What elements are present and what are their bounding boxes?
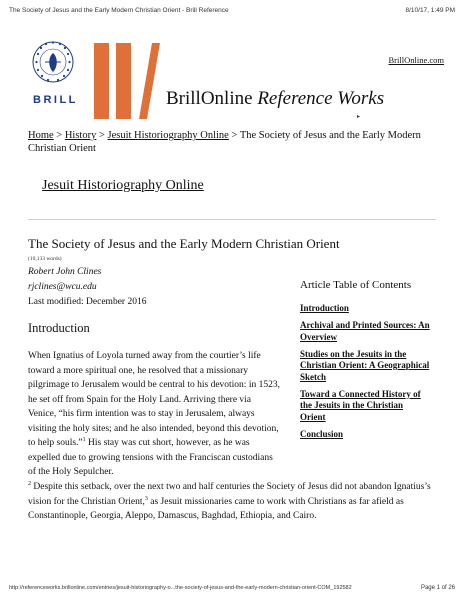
article-title: The Society of Jesus and the Early Modern Christian Orient [28, 236, 340, 251]
toc-item [300, 429, 430, 441]
breadcrumb-history[interactable]: History [64, 130, 97, 141]
breadcrumb-separator: > [56, 130, 63, 141]
footnote-ref-3[interactable]: 3 [144, 495, 148, 502]
paragraph-text: When Ignatius of Loyola turned away from the courtier’s life toward a more spiritual one, he resolved that a missionary pilgrimage to Jerusalem would be central to his devotion: in 1523, he set off from Spain for the Holy Land. Arriving there via Venice, “his firm intention was to stay in Jerusalem, always visiting the holy sites; and he also intended, beyond this devotion, to help souls.” [28, 351, 280, 448]
toc-item [300, 349, 430, 384]
brillonline-bars-logo[interactable] [94, 43, 160, 119]
print-url: http://referenceworks.brillonline.com/entries/jesuit-historiography-o...the-society-of-jesus-and-the-early-modern-christian-orient-COM_192582 [9, 585, 352, 591]
toc-link-studies[interactable]: Studies on the Jesuits in the Christian Orient: A Geographical Sketch [300, 348, 430, 382]
toc-item [300, 389, 430, 424]
print-page-number: Page 1 of 26 [420, 585, 455, 591]
paragraph-text: as Jesuit missionaries came to work with Christians as far afield as Constantinople, Georgia, Aleppo, Damascus, Baghdad, Ethiopia, and Cairo. [28, 496, 404, 521]
author-name: Robert John Clines [28, 267, 102, 277]
breadcrumb-separator: > [231, 130, 238, 141]
toc-link-introduction[interactable]: Introduction [300, 303, 349, 313]
breadcrumb [28, 129, 438, 155]
paragraph-text: Despite this setback, over the next two and half centuries the Society of Jesus did not abandon Ignatius’s vision for the Christian Orient, [28, 482, 431, 507]
breadcrumb-current: The Society of Jesus and the Early Modern Christian Orient [28, 130, 421, 154]
footnote-ref-1[interactable]: 1 [82, 436, 86, 443]
brand-title[interactable] [166, 88, 384, 110]
toc-item [300, 320, 430, 343]
section-link[interactable]: Jesuit Historiography Online [42, 178, 204, 193]
footnote-ref-2[interactable]: 2 [28, 480, 31, 487]
toc-link-sources[interactable]: Archival and Printed Sources: An Overview [300, 320, 430, 342]
breadcrumb-home[interactable]: Home [28, 130, 54, 141]
toc-list [300, 303, 430, 446]
body-paragraph-2 [28, 480, 438, 524]
brill-seal-logo[interactable] [32, 39, 74, 85]
breadcrumb-collection[interactable]: Jesuit Historiography Online [107, 130, 229, 141]
author-email: rjclines@wcu.edu [28, 282, 97, 292]
print-page-title: The Society of Jesus and the Early Modern Christian Orient - Brill Reference [9, 7, 229, 14]
brand-italic: Reference Works [257, 88, 385, 109]
divider [28, 219, 436, 220]
toc-link-connected-history[interactable]: Toward a Connected History of the Jesuits in the Christian Orient [300, 388, 421, 422]
dropdown-arrow-icon[interactable]: ▸ [357, 114, 361, 120]
breadcrumb-separator: > [98, 130, 105, 141]
brillonline-link[interactable]: BrillOnline.com [388, 55, 444, 65]
toc-title: Article Table of Contents [300, 279, 412, 291]
introduction-heading: Introduction [28, 321, 90, 335]
brand-plain: BrillOnline [166, 88, 253, 109]
brill-wordmark: BRILL [33, 94, 78, 106]
toc-item [300, 303, 430, 315]
toc-link-conclusion[interactable]: Conclusion [300, 428, 344, 439]
body-paragraph-1 [28, 349, 280, 480]
last-modified: Last modified: December 2016 [28, 297, 147, 307]
paragraph-text: His stay was cut short, however, as he was expelled due to growing tensions with the Franciscan custodians of the Holy Sepulcher. [28, 438, 273, 477]
word-count: (10,133 words) [28, 256, 62, 262]
print-datetime: 8/10/17, 1:49 PM [405, 7, 455, 14]
